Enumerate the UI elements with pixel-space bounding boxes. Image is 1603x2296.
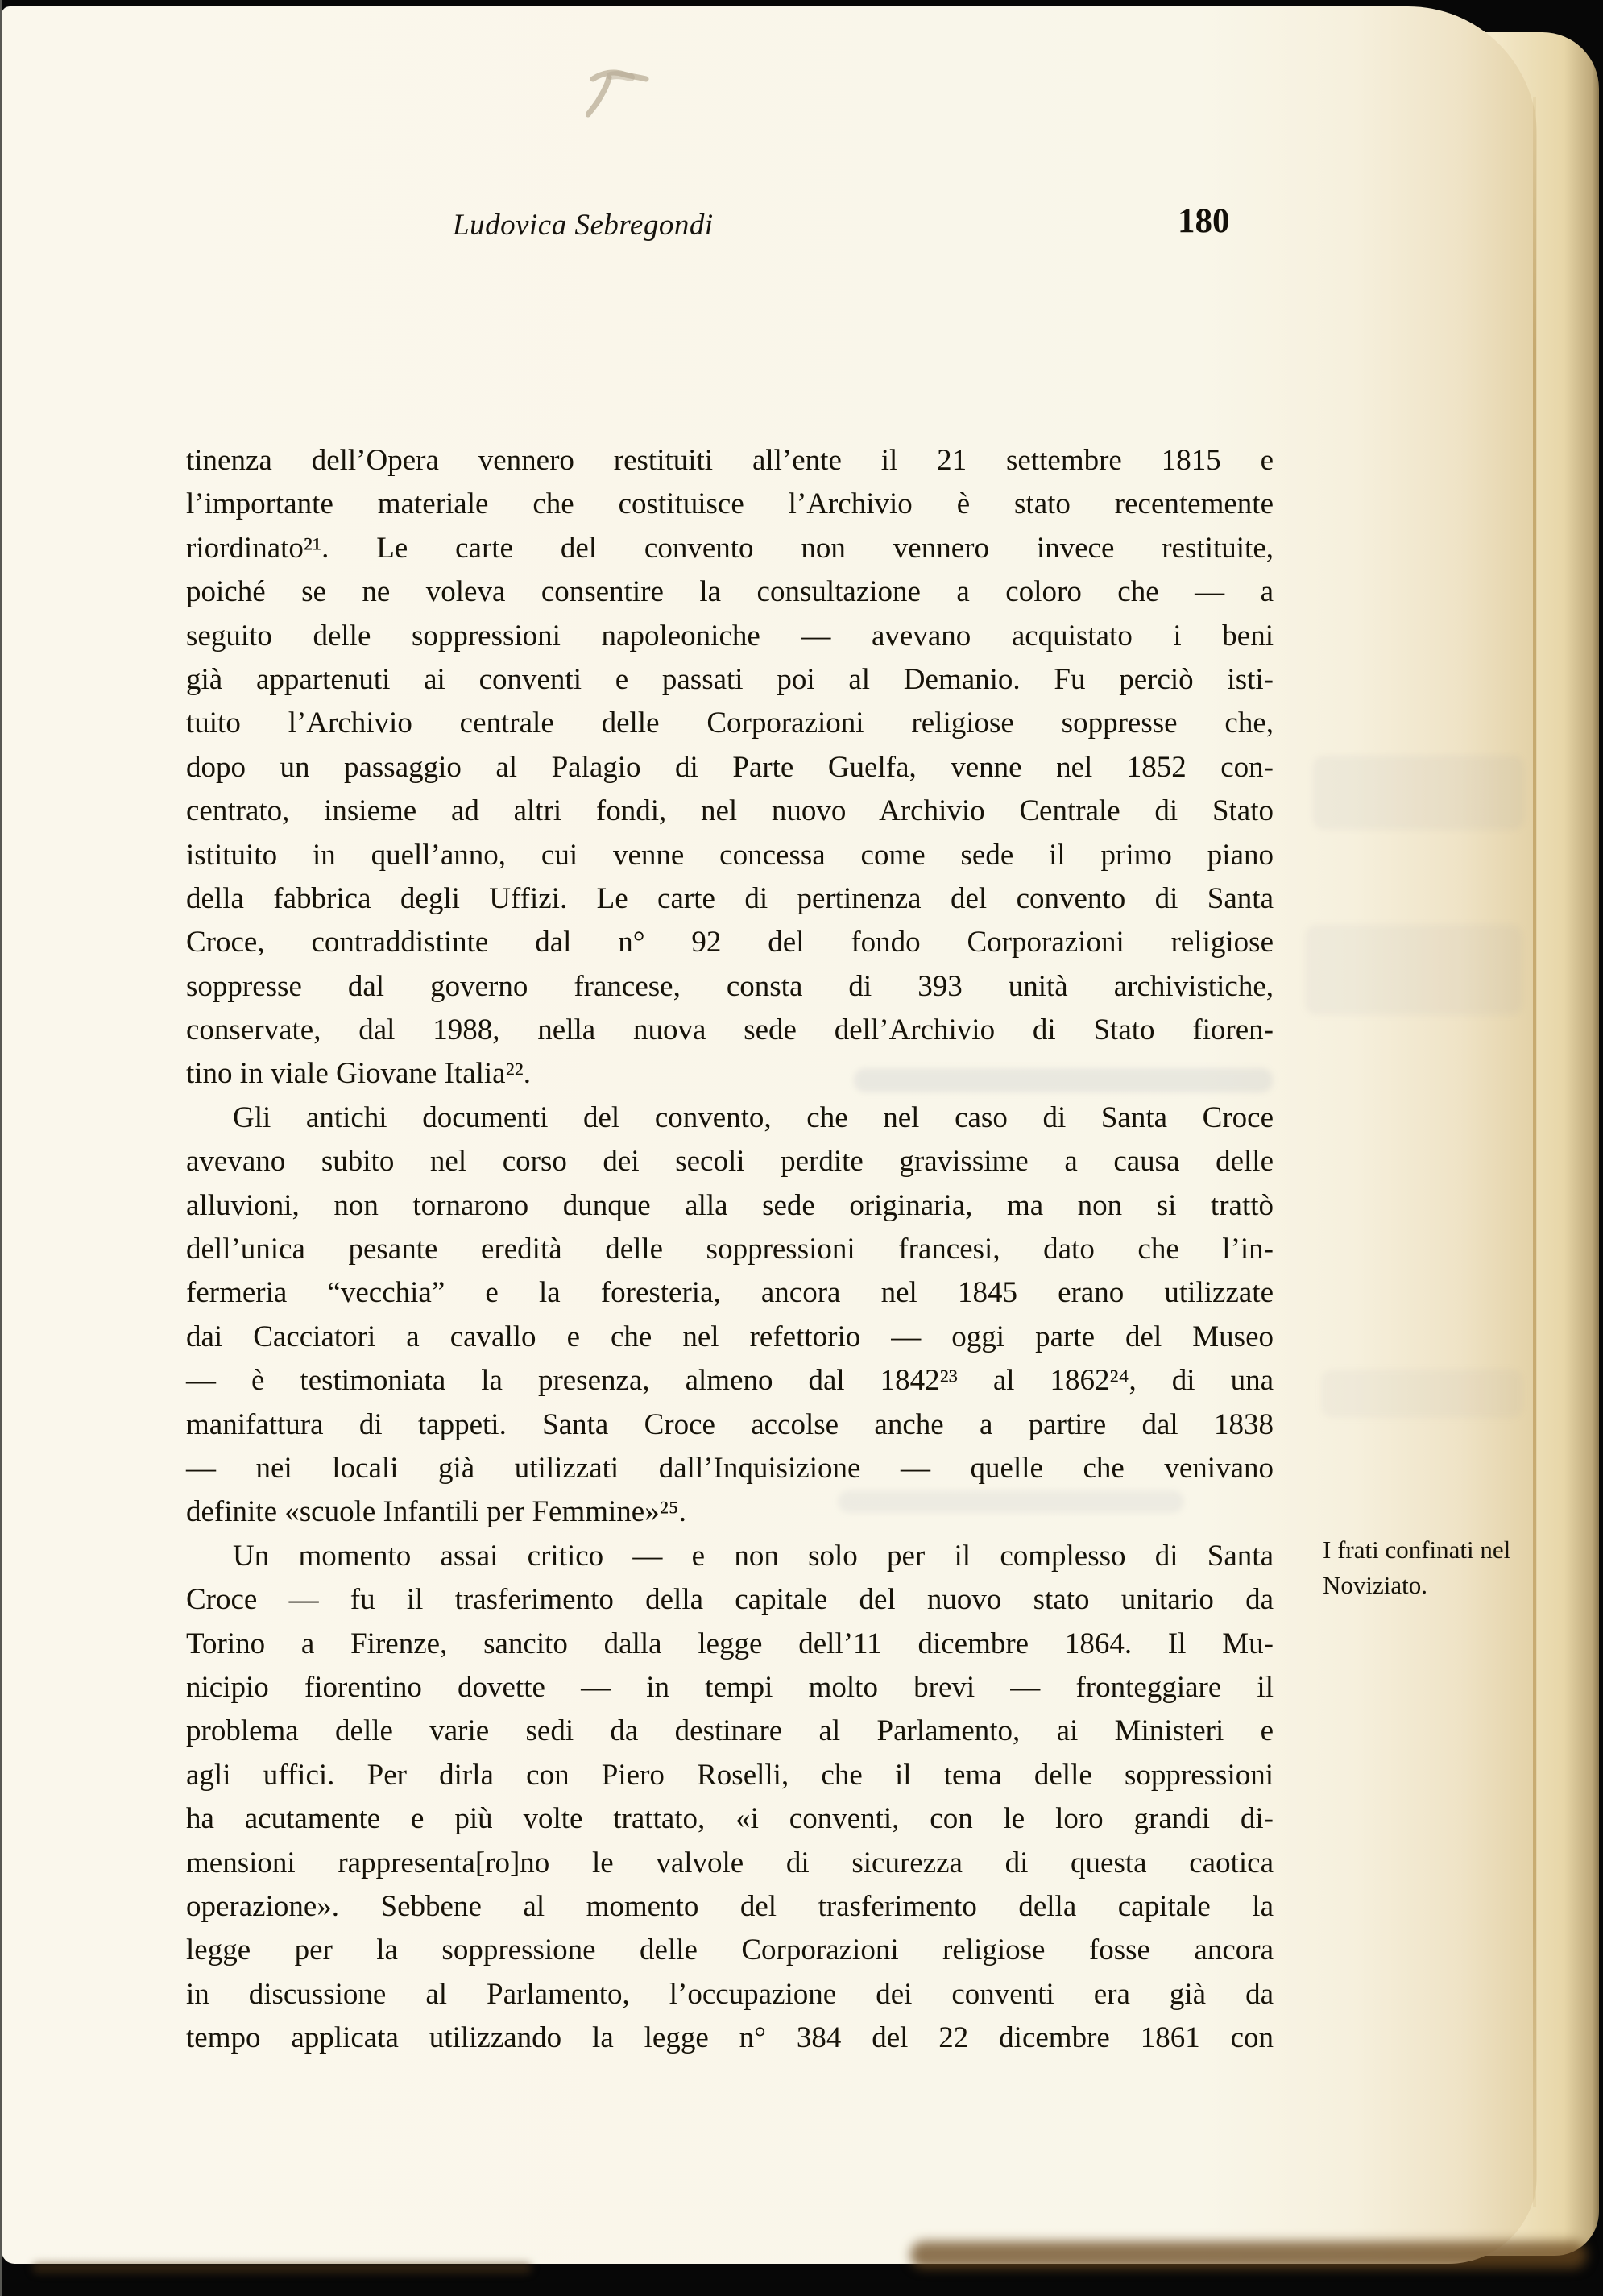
text-line: poiché se ne voleva consentire la consultazione a coloro che — a	[186, 575, 1274, 609]
text-line: Croce — fu il trasferimento della capitale del nuovo stato unitario da	[186, 1583, 1274, 1617]
text-line: tinenza dell’Opera vennero restituiti all’ente il 21 settembre 1815 e	[186, 444, 1274, 477]
text-line: nicipio fiorentino dovette — in tempi molto brevi — fronteggiare il	[186, 1670, 1274, 1704]
text-line: manifattura di tappeti. Santa Croce accolse anche a partire dal 1838	[186, 1407, 1274, 1441]
text-line: l’importante materiale che costituisce l’Archivio è stato recentemente	[186, 487, 1274, 521]
margin-note-line: Noviziato.	[1323, 1571, 1427, 1599]
text-line: tuito l’Archivio centrale delle Corporazioni religiose soppresse che,	[186, 707, 1274, 740]
ink-stain	[586, 66, 654, 122]
text-line: seguito delle soppressioni napoleoniche — avevano acquistato i beni	[186, 619, 1274, 653]
scan-edge-line	[0, 0, 2, 2296]
text-line: ha acutamente e più volte trattato, «i conventi, con le loro grandi di-	[186, 1802, 1274, 1836]
text-line: dell’unica pesante eredità delle soppressioni francesi, dato che l’in-	[186, 1233, 1274, 1266]
running-header-author: Ludovica Sebregondi	[453, 209, 714, 242]
text-line: definite «scuole Infantili per Femmine»²⁵.	[186, 1495, 686, 1529]
text-line: agli uffici. Per dirla con Piero Roselli, che il tema delle soppressioni	[186, 1758, 1274, 1792]
binding-shadow	[32, 2262, 532, 2273]
text-line: istituito in quell’anno, cui venne concessa come sede il primo piano	[186, 838, 1274, 872]
bleed-through-mark	[1305, 925, 1522, 1015]
margin-note-line: I frati confinati nel	[1323, 1536, 1511, 1564]
text-line: soppresse dal governo francese, consta di 393 unità archivistiche,	[186, 969, 1274, 1003]
page-number: 180	[1178, 202, 1230, 240]
text-line: operazione». Sebbene al momento del trasferimento della capitale la	[186, 1889, 1274, 1923]
text-line: dopo un passaggio al Palagio di Parte Guelfa, venne nel 1852 con-	[186, 750, 1274, 784]
text-line: problema delle varie sedi da destinare al Parlamento, ai Ministeri e	[186, 1714, 1274, 1748]
text-line: della fabbrica degli Uffizi. Le carte di pertinenza del convento di Santa	[186, 881, 1274, 915]
text-line: legge per la soppressione delle Corporazioni religiose fosse ancora	[186, 1933, 1274, 1967]
page-gutter-crease	[1533, 97, 1536, 2207]
text-line: mensioni rappresenta[ro]no le valvole di sicurezza di questa caotica	[186, 1846, 1274, 1879]
margin-note	[1323, 1532, 1548, 1603]
text-line: Torino a Firenze, sancito dalla legge dell’11 dicembre 1864. Il Mu-	[186, 1627, 1274, 1660]
text-line: — nei locali già utilizzati dall’Inquisizione — quelle che venivano	[186, 1451, 1274, 1485]
binding-shadow	[910, 2241, 1587, 2269]
body-text	[186, 439, 1274, 2060]
text-line: tempo applicata utilizzando la legge n° 384 del 22 dicembre 1861 con	[186, 2021, 1274, 2055]
text-line: riordinato²¹. Le carte del convento non vennero invece restituite,	[186, 531, 1274, 565]
bleed-through-mark	[1321, 1370, 1522, 1418]
text-line: Gli antichi documenti del convento, che nel caso di Santa Croce	[233, 1100, 1274, 1134]
bleed-through-mark	[1313, 756, 1524, 830]
text-line: centrato, insieme ad altri fondi, nel nuovo Archivio Centrale di Stato	[186, 794, 1274, 828]
text-line: in discussione al Parlamento, l’occupazione dei conventi era già da	[186, 1977, 1274, 2011]
text-line: dai Cacciatori a cavallo e che nel refettorio — oggi parte del Museo	[186, 1320, 1274, 1353]
text-line: Un momento assai critico — e non solo per il complesso di Santa	[233, 1539, 1274, 1573]
text-line: Croce, contraddistinte dal n° 92 del fondo Corporazioni religiose	[186, 926, 1274, 959]
text-line: conservate, dal 1988, nella nuova sede dell’Archivio di Stato fioren-	[186, 1013, 1274, 1047]
text-line: fermeria “vecchia” e la foresteria, ancora nel 1845 erano utilizzate	[186, 1276, 1274, 1310]
text-line: già appartenuti ai conventi e passati poi al Demanio. Fu perciò isti-	[186, 662, 1274, 696]
text-line: — è testimoniata la presenza, almeno dal 1842²³ al 1862²⁴, di una	[186, 1364, 1274, 1398]
text-line: tino in viale Giovane Italia²².	[186, 1057, 532, 1091]
text-line: alluvioni, non tornarono dunque alla sede originaria, ma non si trattò	[186, 1188, 1274, 1222]
text-line: avevano subito nel corso dei secoli perdite gravissime a causa delle	[186, 1145, 1274, 1179]
